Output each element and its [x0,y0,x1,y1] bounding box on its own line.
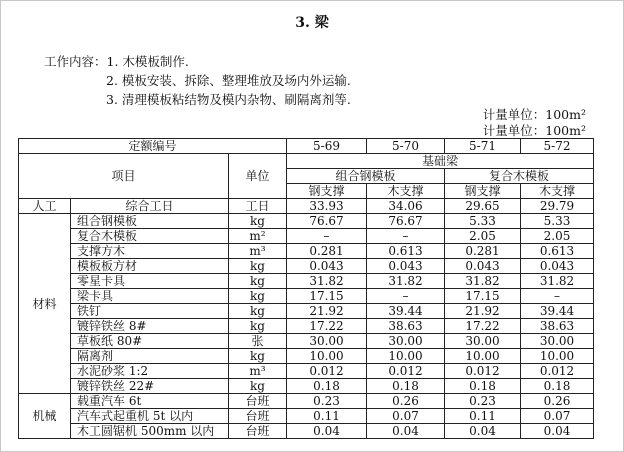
value-cell: 0.043 [445,259,521,274]
value-cell: 38.63 [367,319,445,334]
value-cell: 2.05 [521,229,594,244]
value-cell: 0.18 [521,379,594,394]
item-unit: 张 [229,334,287,349]
item-name: 载重汽车 6t [71,394,229,409]
value-cell: 0.281 [287,244,367,259]
value-cell: 38.63 [521,319,594,334]
value-cell: 0.281 [445,244,521,259]
code-cell: 5-69 [287,139,367,154]
value-cell: 34.06 [367,199,445,214]
value-cell: 30.00 [521,334,594,349]
item-unit: m² [229,229,287,244]
machinery-section [19,394,594,439]
item-name: 铁钉 [71,304,229,319]
work-content-line-1: 工作内容：1. 木模板制作. [44,54,189,69]
item-name: 木工圆锯机 500mm 以内 [71,424,229,439]
value-cell: 10.00 [445,349,521,364]
table-row [19,289,594,304]
value-cell: 0.11 [287,409,367,424]
table-row [19,229,594,244]
support-header: 钢支撑 [287,184,367,199]
item-unit: kg [229,304,287,319]
item-unit: m³ [229,364,287,379]
item-unit: kg [229,214,287,229]
value-cell: 31.82 [367,274,445,289]
support-header: 木支撑 [521,184,594,199]
code-cell: 5-72 [521,139,594,154]
value-cell: 0.043 [367,259,445,274]
value-cell: 0.23 [287,394,367,409]
work-content-line-3: 3. 清理模板粘结物及模内杂物、刷隔离剂等. [106,92,351,107]
subcategory-header: 组合钢模板 [287,169,445,184]
item-name: 汽车式起重机 5t 以内 [71,409,229,424]
value-cell: 0.012 [521,364,594,379]
value-cell: 0.11 [445,409,521,424]
table-row [19,364,594,379]
value-cell: 0.012 [367,364,445,379]
item-unit: kg [229,274,287,289]
value-cell: 0.012 [287,364,367,379]
value-cell: 2.05 [445,229,521,244]
value-cell: 31.82 [287,274,367,289]
item-unit: 台班 [229,394,287,409]
value-cell: 5.33 [445,214,521,229]
group-label: 机械 [19,394,71,439]
code-cell: 5-71 [445,139,521,154]
unit-header: 单位 [229,154,287,199]
value-cell: 0.26 [521,394,594,409]
item-unit: kg [229,379,287,394]
value-cell: 0.18 [287,379,367,394]
item-name: 镀锌铁丝 22# [71,379,229,394]
value-cell: 10.00 [521,349,594,364]
item-name: 梁卡具 [71,289,229,304]
value-cell: 76.67 [367,214,445,229]
value-cell: 0.043 [521,259,594,274]
measurement-unit-1: 计量单位：100m² [482,107,586,122]
value-cell: 17.15 [445,289,521,304]
table-row [19,379,594,394]
quota-table [18,138,594,439]
value-cell: 17.22 [287,319,367,334]
table-row [19,409,594,424]
table-row [19,349,594,364]
item-unit: 台班 [229,424,287,439]
item-name: 模板板方材 [71,259,229,274]
code-cell: 5-70 [367,139,445,154]
item-name: 支撑方木 [71,244,229,259]
table-row [19,274,594,289]
materials-section [19,214,594,394]
value-cell: 29.79 [521,199,594,214]
group-label: 材料 [19,214,71,394]
labor-group: 人工 [19,199,71,214]
code-label: 定额编号 [19,139,287,154]
value-cell: 21.92 [445,304,521,319]
value-cell: – [287,229,367,244]
section-title: 3. 梁 [295,15,329,31]
value-cell: – [367,289,445,304]
value-cell: 0.04 [287,424,367,439]
value-cell: 21.92 [287,304,367,319]
value-cell: 0.043 [287,259,367,274]
item-unit: kg [229,259,287,274]
table-row [19,424,594,439]
item-name: 隔离剂 [71,349,229,364]
item-name: 零星卡具 [71,274,229,289]
value-cell: 0.18 [367,379,445,394]
code-row [19,139,594,154]
value-cell: 33.93 [287,199,367,214]
category-header: 基础梁 [287,154,594,169]
item-unit: m³ [229,244,287,259]
item-unit: kg [229,349,287,364]
work-content [44,52,351,109]
value-cell: 17.22 [445,319,521,334]
item-header: 项目 [19,154,229,199]
support-header: 钢支撑 [445,184,521,199]
value-cell: 29.65 [445,199,521,214]
work-content-line-2: 2. 模板安装、拆除、整理堆放及场内外运输. [106,73,351,88]
table-row [19,319,594,334]
table-row [19,334,594,349]
value-cell: 0.04 [367,424,445,439]
value-cell: 0.613 [521,244,594,259]
value-cell: 0.04 [521,424,594,439]
value-cell: 0.012 [445,364,521,379]
value-cell: 17.15 [287,289,367,304]
table-row [19,214,594,229]
value-cell: 76.67 [287,214,367,229]
table-row [19,394,594,409]
value-cell: 31.82 [521,274,594,289]
item-name: 水泥砂浆 1:2 [71,364,229,379]
table-row [19,304,594,319]
item-name: 镀锌铁丝 8# [71,319,229,334]
table-row [19,259,594,274]
value-cell: 39.44 [521,304,594,319]
value-cell: 0.04 [445,424,521,439]
value-cell: 0.07 [521,409,594,424]
value-cell: 0.07 [367,409,445,424]
value-cell: 0.23 [445,394,521,409]
value-cell: – [367,229,445,244]
value-cell: 0.18 [445,379,521,394]
item-name: 复合木模板 [71,229,229,244]
subcategory-header: 复合木模板 [445,169,594,184]
value-cell: 0.26 [367,394,445,409]
value-cell: 31.82 [445,274,521,289]
value-cell: 10.00 [287,349,367,364]
labor-unit: 工日 [229,199,287,214]
value-cell: 39.44 [367,304,445,319]
labor-name: 综合工日 [71,199,229,214]
table-row [19,244,594,259]
item-unit: 台班 [229,409,287,424]
item-unit: kg [229,319,287,334]
value-cell: 0.613 [367,244,445,259]
value-cell: 5.33 [521,214,594,229]
header-row-1 [19,154,594,169]
support-header: 木支撑 [367,184,445,199]
item-name: 草板纸 80# [71,334,229,349]
value-cell: 10.00 [367,349,445,364]
value-cell: 30.00 [367,334,445,349]
measurement-unit-2: 计量单位：100m² [482,123,586,138]
item-name: 组合钢模板 [71,214,229,229]
labor-row [19,199,594,214]
value-cell: 30.00 [445,334,521,349]
value-cell: – [521,289,594,304]
item-unit: kg [229,289,287,304]
value-cell: 30.00 [287,334,367,349]
